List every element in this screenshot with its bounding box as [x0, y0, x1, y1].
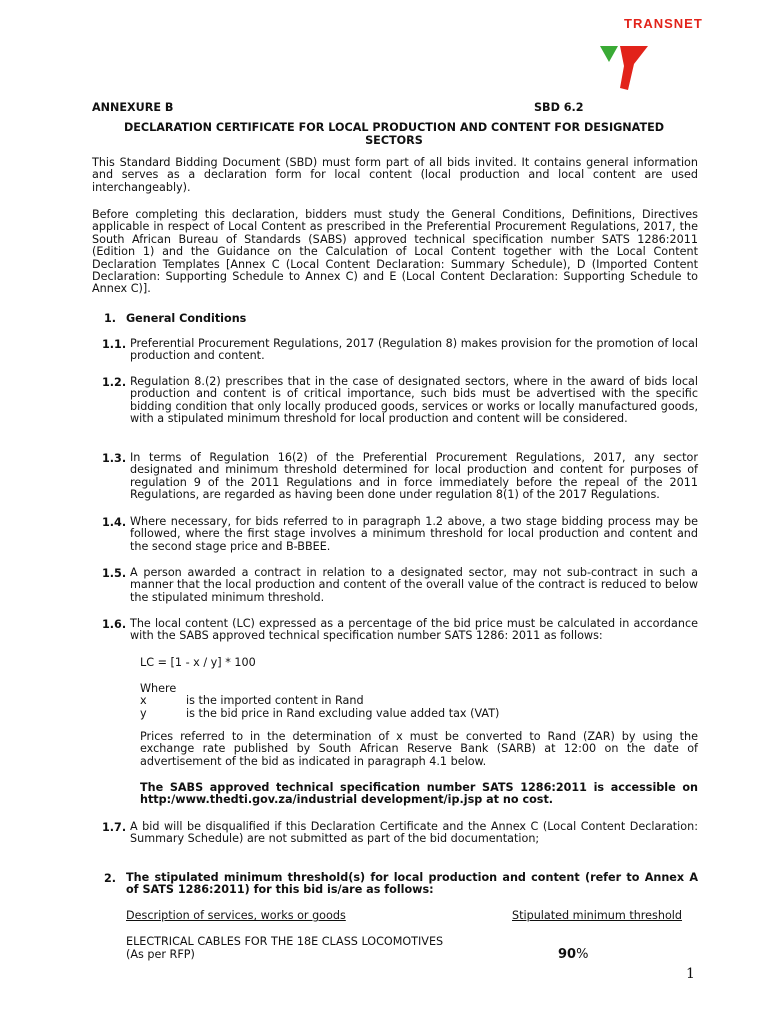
title-line-2: SECTORS — [365, 134, 423, 147]
item-1-3-number: 1.3. — [102, 452, 127, 465]
column-header-threshold: Stipulated minimum threshold — [512, 909, 683, 922]
title-line-1: DECLARATION CERTIFICATE FOR LOCAL PRODUCTION AND CONTENT FOR DESIGNATED — [123, 121, 665, 134]
intro-paragraph-1: This Standard Bidding Document (SBD) must form part of all bids invited. It contains general information and serves as a declaration form for local content (local production and local content are used interchangeably). — [92, 156, 698, 194]
section-1-number: 1. — [104, 312, 117, 325]
item-1-2-number: 1.2. — [102, 376, 127, 389]
x-variable: x — [140, 694, 147, 707]
item-1-6-number: 1.6. — [102, 618, 127, 631]
item-1-7-number: 1.7. — [102, 821, 127, 834]
item-1-1-number: 1.1. — [102, 338, 127, 351]
y-variable: y — [140, 707, 147, 720]
section-2-title: The stipulated minimum threshold(s) for local production and content (refer to Annex A of SATS 1286:2011) for this bid is/are as follows: — [126, 871, 698, 897]
y-definition: is the bid price in Rand excluding value added tax (VAT) — [186, 707, 500, 720]
item-1-6-text: The local content (LC) expressed as a percentage of the bid price must be calculated in accordance with the SABS approved technical specification number SATS 1286: 2011 as follows: — [130, 617, 698, 643]
threshold-percent: % — [576, 947, 589, 962]
item-1-3-text: In terms of Regulation 16(2) of the Preferential Procurement Regulations, 2017, any sector designated and minimum threshold determined for local production and content for purposes of regulation 9 of the 2011 Regulations and in force immediately before the repeal of the 2011 Regulations, are regarded as having been done under regulation 8(1) of the 2017 Regulations. — [130, 451, 698, 502]
item-1-5-number: 1.5. — [102, 567, 127, 580]
section-1-title: General Conditions — [126, 312, 247, 325]
item-1-7-text: A bid will be disqualified if this Declaration Certificate and the Annex C (Local Content Declaration: Summary Schedule) are not submitted as part of the bid documentation; — [130, 820, 698, 846]
item-1-4-number: 1.4. — [102, 516, 127, 529]
item-1-4-text: Where necessary, for bids referred to in paragraph 1.2 above, a two stage bidding process may be followed, where the first stage involves a minimum threshold for local production and content and the second stage price and B-BBEE. — [130, 515, 698, 553]
section-2-number: 2. — [104, 872, 117, 885]
goods-description-line-2: (As per RFP) — [126, 948, 195, 961]
threshold-value — [558, 947, 588, 962]
prices-paragraph: Prices referred to in the determination of x must be converted to Rand (ZAR) by using the exchange rate published by South African Reserve Bank (SARB) at 12:00 on the date of advertisement of the bid as indicated in paragraph 4.1 below. — [140, 730, 698, 768]
lc-formula: LC = [1 - x / y] * 100 — [140, 656, 256, 669]
item-1-5-text: A person awarded a contract in relation to a designated sector, may not sub-contract in such a manner that the local production and content of the overall value of the contract is reduced to below the stipulated minimum threshold. — [130, 566, 698, 604]
item-1-1-text: Preferential Procurement Regulations, 2017 (Regulation 8) makes provision for the promotion of local production and content. — [130, 337, 698, 363]
where-label: Where — [140, 682, 177, 695]
transnet-logo-text: TRANSNET — [624, 16, 703, 31]
item-1-2-text: Regulation 8.(2) prescribes that in the case of designated sectors, where in the award of bids local production and content is of critical importance, such bids must be advertised with the specific bidding condition that only locally produced goods, services or works or locally manufactured goods, with a stipulated minimum threshold for local production and content will be considered. — [130, 375, 698, 426]
column-header-description: Description of services, works or goods — [126, 909, 346, 922]
document-title — [92, 121, 696, 147]
sabs-availability-note: The SABS approved technical specification number SATS 1286:2011 is accessible on http:/www.thedti.gov.za/industrial development/ip.jsp at no cost. — [140, 781, 698, 807]
intro-paragraph-2: Before completing this declaration, bidders must study the General Conditions, Definitions, Directives applicable in respect of Local Content as prescribed in the Preferential Procurement Regulations, 2017, the South African Bureau of Standards (SABS) approved technical specification number SATS 1286:2011 (Edition 1) and the Guidance on the Calculation of Local Content together with the Local Content Declaration Templates [Annex C (Local Content Declaration: Summary Schedule), D (Imported Content Declaration: Supporting Schedule to Annex C) and E (Local Content Declaration: Supporting Schedule to Annex C)]. — [92, 208, 698, 296]
transnet-logo-icon — [598, 44, 650, 95]
x-definition: is the imported content in Rand — [186, 694, 364, 707]
goods-description-line-1: ELECTRICAL CABLES FOR THE 18E CLASS LOCOMOTIVES — [126, 935, 444, 948]
page-number: 1 — [686, 966, 695, 982]
sbd-label: SBD 6.2 — [534, 101, 584, 114]
threshold-number: 90 — [558, 947, 577, 962]
annexure-label: ANNEXURE B — [92, 101, 174, 114]
